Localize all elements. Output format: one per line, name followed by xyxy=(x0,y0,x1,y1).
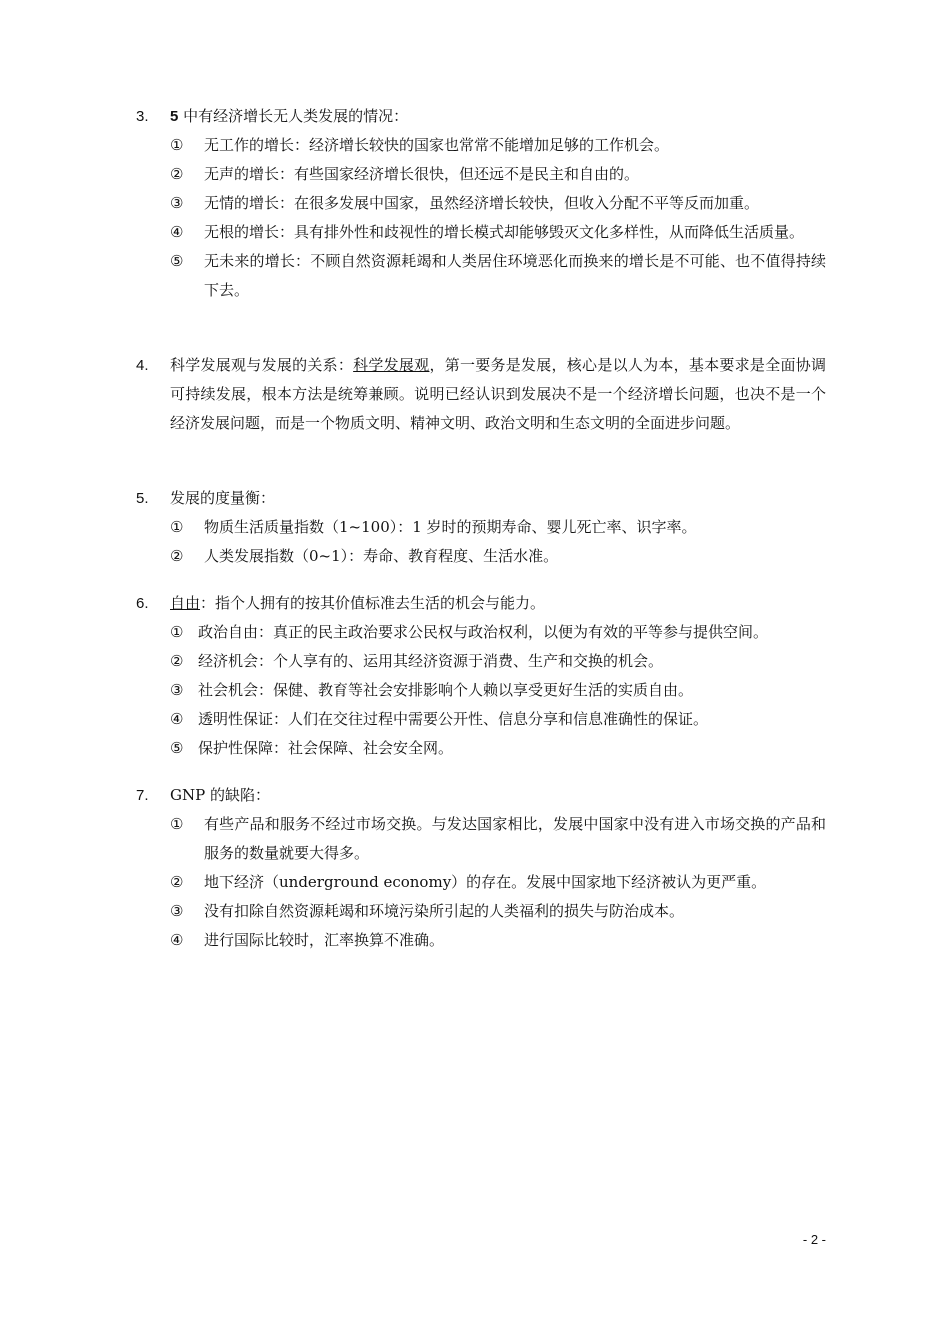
list-item: ⑤ 无未来的增长：不顾自然资源耗竭和人类居住环境恶化而换来的增长是不可能、也不值得持续下去。 xyxy=(170,252,826,299)
list-item: ③ 社会机会：保健、教育等社会安排影响个人赖以享受更好生活的实质自由。 xyxy=(170,681,694,699)
underlined-term: 自由 xyxy=(170,594,201,612)
underlined-term: 科学发展观 xyxy=(353,356,430,374)
list-item: ④ 透明性保证：人们在交往过程中需要公开性、信息分享和信息准确性的保证。 xyxy=(170,710,709,728)
list-item: ① 政治自由：真正的民主政治要求公民权与政治权利，以便为有效的平等参与提供空间。 xyxy=(170,623,769,641)
section-number: 3. xyxy=(136,108,149,125)
section-number: 7. xyxy=(136,787,149,804)
section-heading: 5 中有经济增长无人类发展的情况： xyxy=(170,107,409,125)
section-number: 6. xyxy=(136,595,149,612)
list-item: ② 无声的增长：有些国家经济增长很快，但还远不是民主和自由的。 xyxy=(170,165,640,183)
item-list xyxy=(136,131,826,305)
item-list xyxy=(136,618,826,763)
list-item: ⑤ 保护性保障：社会保障、社会安全网。 xyxy=(170,739,454,757)
page-number: - 2 - xyxy=(802,1232,826,1247)
list-item: ② 地下经济（underground economy）的存在。发展中国家地下经济被认为更严重。 xyxy=(170,873,767,891)
section-heading: 自由：指个人拥有的按其价值标准去生活的机会与能力。 xyxy=(170,594,546,612)
section-5 xyxy=(136,484,826,571)
list-item: ① 物质生活质量指数（1~100）：1 岁时的预期寿命、婴儿死亡率、识字率。 xyxy=(170,518,697,536)
section-number: 4. xyxy=(136,357,149,374)
list-item: ③ 没有扣除自然资源耗竭和环境污染所引起的人类福利的损失与防治成本。 xyxy=(170,902,685,920)
list-item: ③ 无情的增长：在很多发展中国家，虽然经济增长较快，但收入分配不平等反而加重。 xyxy=(170,194,760,212)
list-item: ② 经济机会：个人享有的、运用其经济资源于消费、生产和交换的机会。 xyxy=(170,652,664,670)
section-heading: GNP 的缺陷： xyxy=(170,786,270,804)
list-item: ④ 无根的增长：具有排外性和歧视性的增长模式却能够毁灭文化多样性，从而降低生活质量。 xyxy=(170,223,805,241)
item-list xyxy=(136,513,826,571)
list-item: ① 有些产品和服务不经过市场交换。与发达国家相比，发展中国家中没有进入市场交换的产品和服务的数量就要大得多。 xyxy=(170,815,826,862)
section-6 xyxy=(136,589,826,763)
item-list xyxy=(136,810,826,955)
section-3 xyxy=(136,102,826,305)
section-heading: 发展的度量衡： xyxy=(170,489,276,507)
list-item: ④ 进行国际比较时，汇率换算不准确。 xyxy=(170,931,445,949)
section-7 xyxy=(136,781,826,955)
section-paragraph: 科学发展观与发展的关系：科学发展观，第一要务是发展，核心是以人为本，基本要求是全面协调可持续发展，根本方法是统筹兼顾。说明已经认识到发展决不是一个经济增长问题，也决不是一个经济发展问题，而是一个物质文明、精神文明、政治文明和生态文明的全面进步问题。 xyxy=(170,356,826,432)
section-4 xyxy=(136,351,826,438)
section-number: 5. xyxy=(136,490,149,507)
list-item: ② 人类发展指数（0~1）：寿命、教育程度、生活水准。 xyxy=(170,547,559,565)
list-item: ① 无工作的增长：经济增长较快的国家也常常不能增加足够的工作机会。 xyxy=(170,136,670,154)
